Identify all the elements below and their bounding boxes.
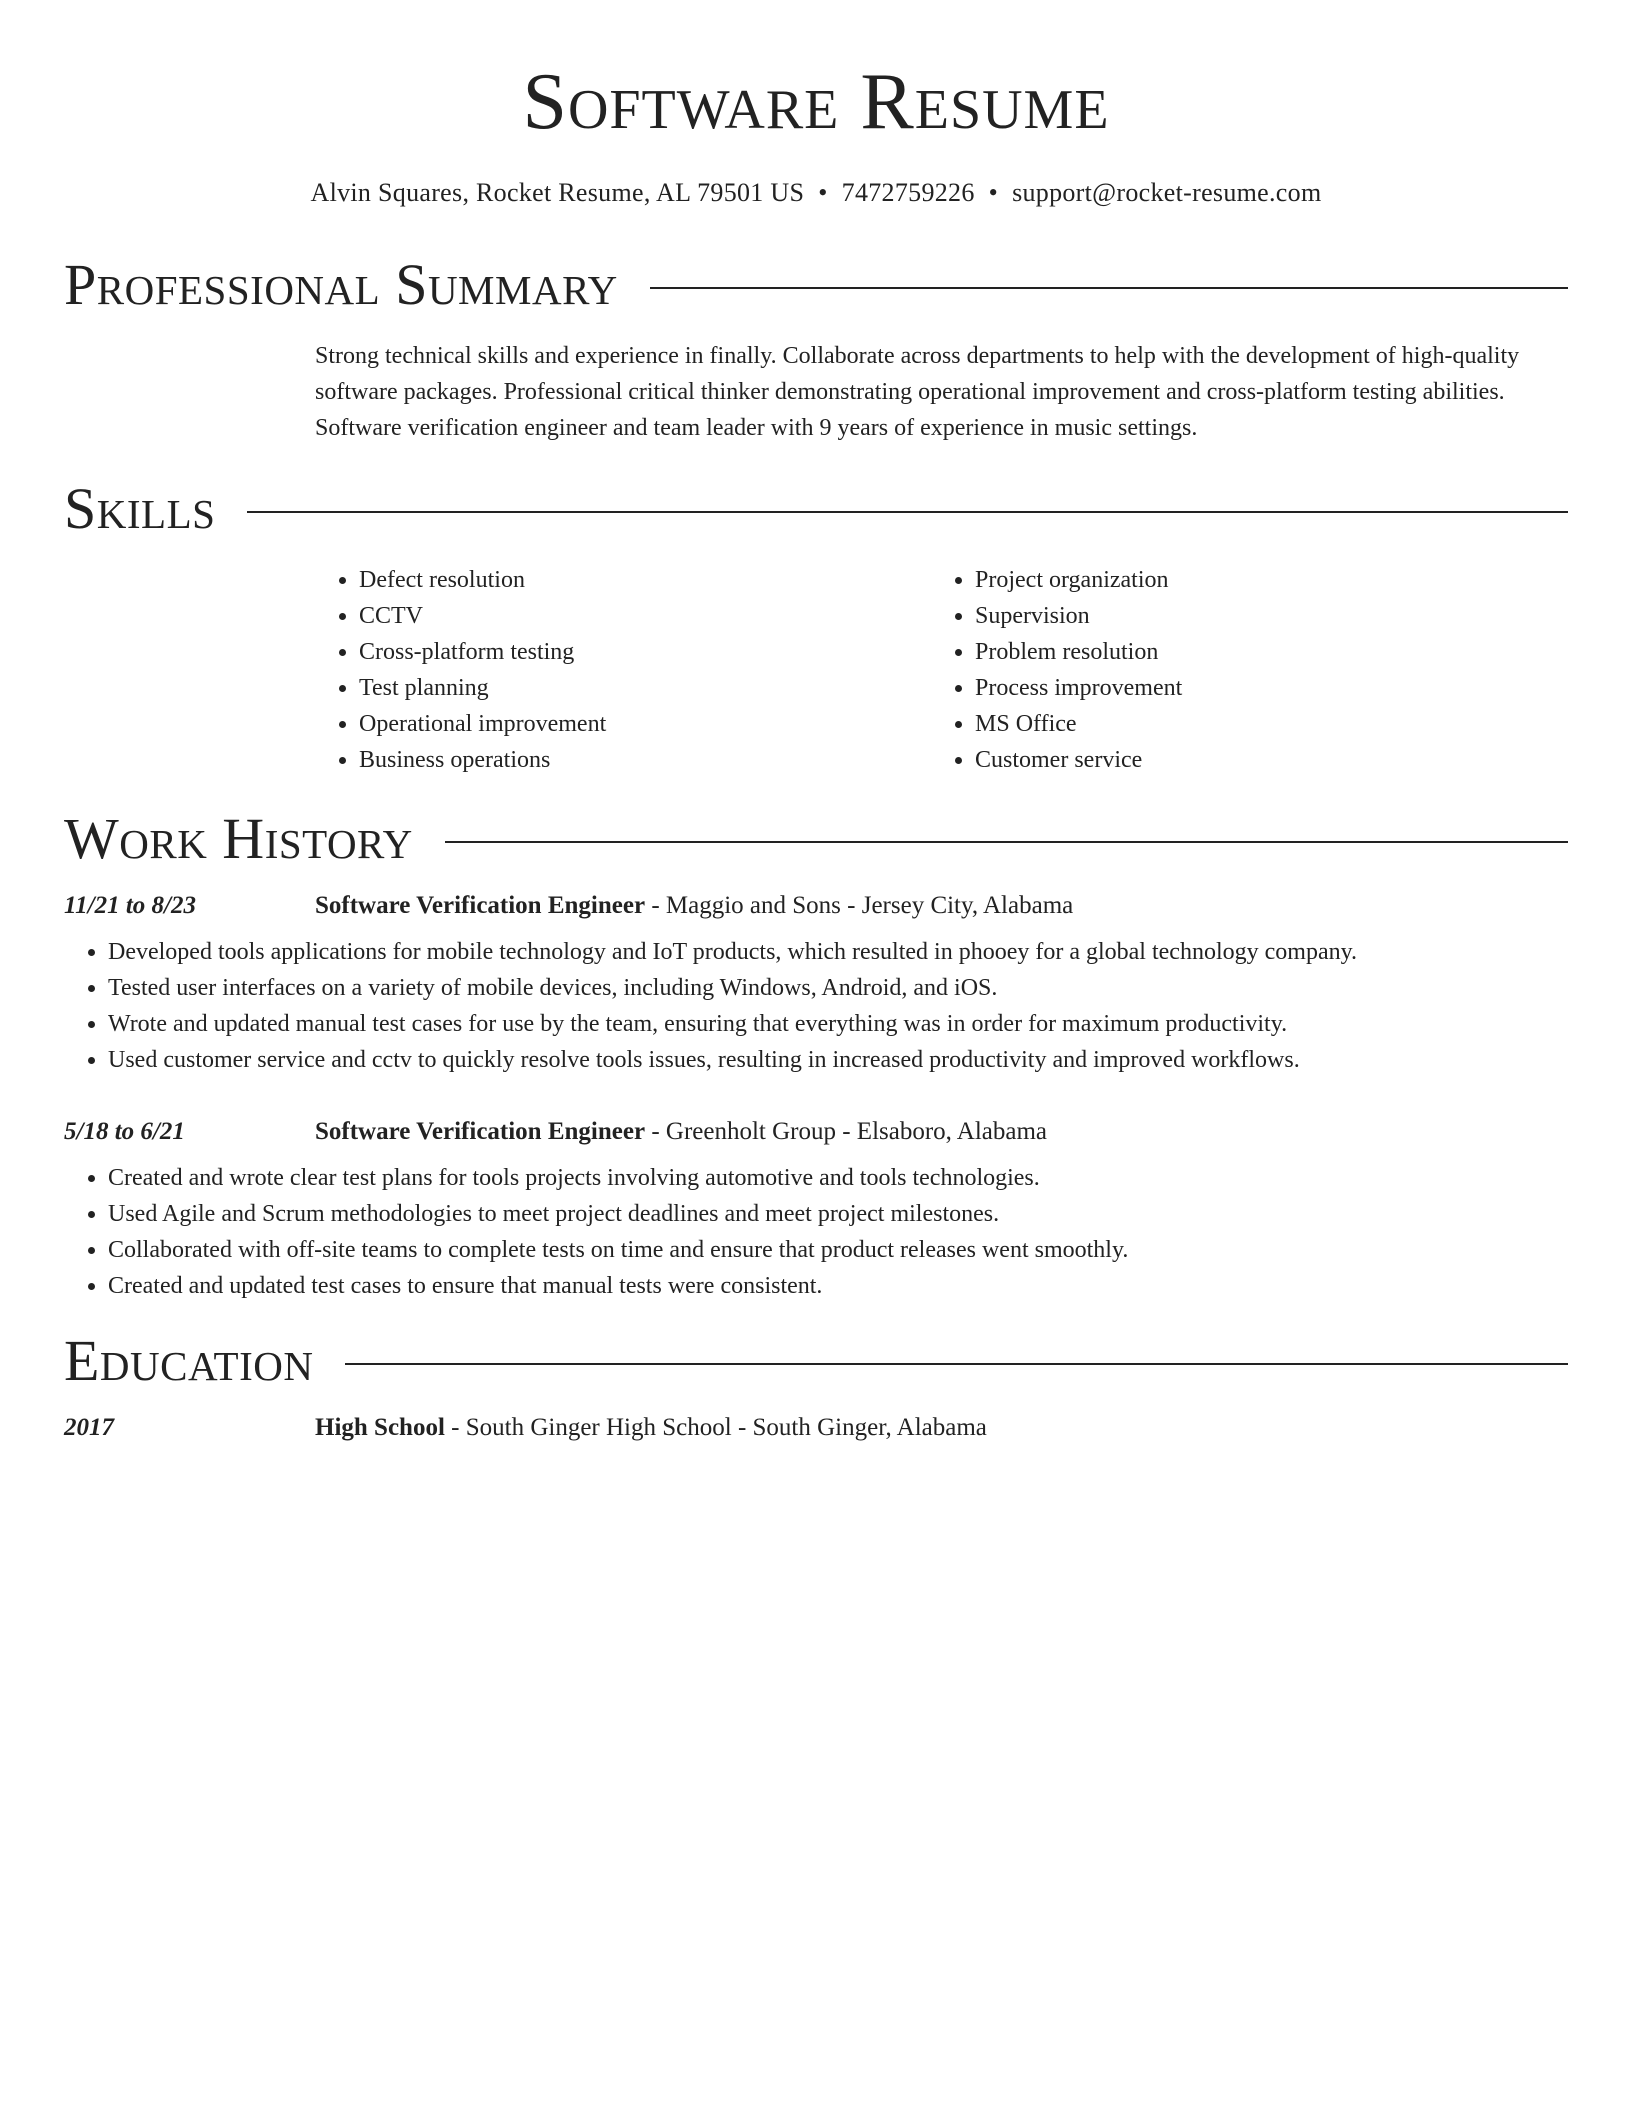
job-bullet: • Wrote and updated manual test cases for use by the team, ensuring that everything was in order for maximum productivity. (108, 1006, 1568, 1042)
skill-item: • Project organization (975, 562, 1547, 598)
summary-text: Strong technical skills and experience in finally. Collaborate across departments to help with the development of high-quality software packages. Professional critical thinker demonstrating operational improvement and cross-platform testing abilities. Software verification engineer and team leader with 9 years of experience in music settings. (315, 343, 1520, 441)
summary-heading: Professional Summary (64, 252, 618, 317)
contact-separator: • (988, 178, 999, 207)
job-bullet: • Used customer service and cctv to quickly resolve tools issues, resulting in increased productivity and improved workflows. (108, 1042, 1568, 1078)
contact-email: support@rocket-resume.com (1012, 178, 1322, 207)
education-heading: Education (64, 1328, 314, 1393)
skills-column-left (315, 562, 931, 778)
skill-item: • Business operations (359, 742, 931, 778)
education-school: - South Ginger High School - South Ginger, Alabama (444, 1414, 987, 1441)
job-dates: 11/21 to 8/23 (64, 892, 196, 919)
resume-title: Software Resume (522, 58, 1110, 146)
education-year: 2017 (64, 1414, 114, 1441)
skills-section-header (64, 476, 1568, 541)
job-bullet: • Created and updated test cases to ensure that manual tests were consistent. (108, 1268, 1568, 1304)
job-entry (64, 1118, 1568, 1146)
job-heading (315, 892, 1073, 920)
skill-item: • Cross-platform testing (359, 634, 931, 670)
skill-item: • Operational improvement (359, 706, 931, 742)
work-section-header (64, 806, 1568, 871)
skill-item: • Process improvement (975, 670, 1547, 706)
contact-separator: • (818, 178, 828, 207)
skills-column-right (931, 562, 1547, 778)
education-heading-line (315, 1414, 987, 1442)
job-bullet: • Collaborated with off-site teams to complete tests on time and ensure that product releases went smoothly. (108, 1232, 1568, 1268)
job-bullet: • Used Agile and Scrum methodologies to meet project deadlines and meet project milestones. (108, 1196, 1568, 1232)
skill-item: • CCTV (359, 598, 931, 634)
contact-phone: 7472759226 (841, 178, 975, 207)
skill-item: • MS Office (975, 706, 1547, 742)
skills-heading: Skills (64, 476, 216, 541)
section-divider (345, 1363, 1568, 1365)
job-employer: - Greenholt Group - Elsaboro, Alabama (645, 1118, 1048, 1145)
skill-item: • Problem resolution (975, 634, 1547, 670)
job-employer: - Maggio and Sons - Jersey City, Alabama (645, 892, 1074, 919)
job-heading (315, 1118, 1047, 1146)
section-divider (247, 511, 1568, 513)
skills-list (315, 562, 1568, 778)
education-entry (64, 1414, 1568, 1442)
job-dates: 5/18 to 6/21 (64, 1118, 185, 1145)
contact-line (64, 178, 1568, 208)
section-divider (650, 287, 1568, 289)
job-bullets (64, 1160, 1568, 1304)
job-bullet: • Tested user interfaces on a variety of mobile devices, including Windows, Android, and iOS. (108, 970, 1568, 1006)
job-title: Software Verification Engineer (315, 1118, 646, 1145)
work-heading: Work History (64, 806, 413, 871)
skill-item: • Defect resolution (359, 562, 931, 598)
skill-item: • Test planning (359, 670, 931, 706)
education-degree: High School (315, 1414, 445, 1441)
job-entry (64, 892, 1568, 920)
skill-item: • Supervision (975, 598, 1547, 634)
job-title: Software Verification Engineer (315, 892, 646, 919)
contact-address: Alvin Squares, Rocket Resume, AL 79501 US (310, 178, 805, 207)
summary-section-header (64, 252, 1568, 317)
education-section-header (64, 1328, 1568, 1393)
job-bullets (64, 934, 1568, 1078)
job-bullet: • Developed tools applications for mobile technology and IoT products, which resulted in phooey for a global technology company. (108, 934, 1568, 970)
section-divider (445, 841, 1568, 843)
skill-item: • Customer service (975, 742, 1547, 778)
job-bullet: • Created and wrote clear test plans for tools projects involving automotive and tools technologies. (108, 1160, 1568, 1196)
